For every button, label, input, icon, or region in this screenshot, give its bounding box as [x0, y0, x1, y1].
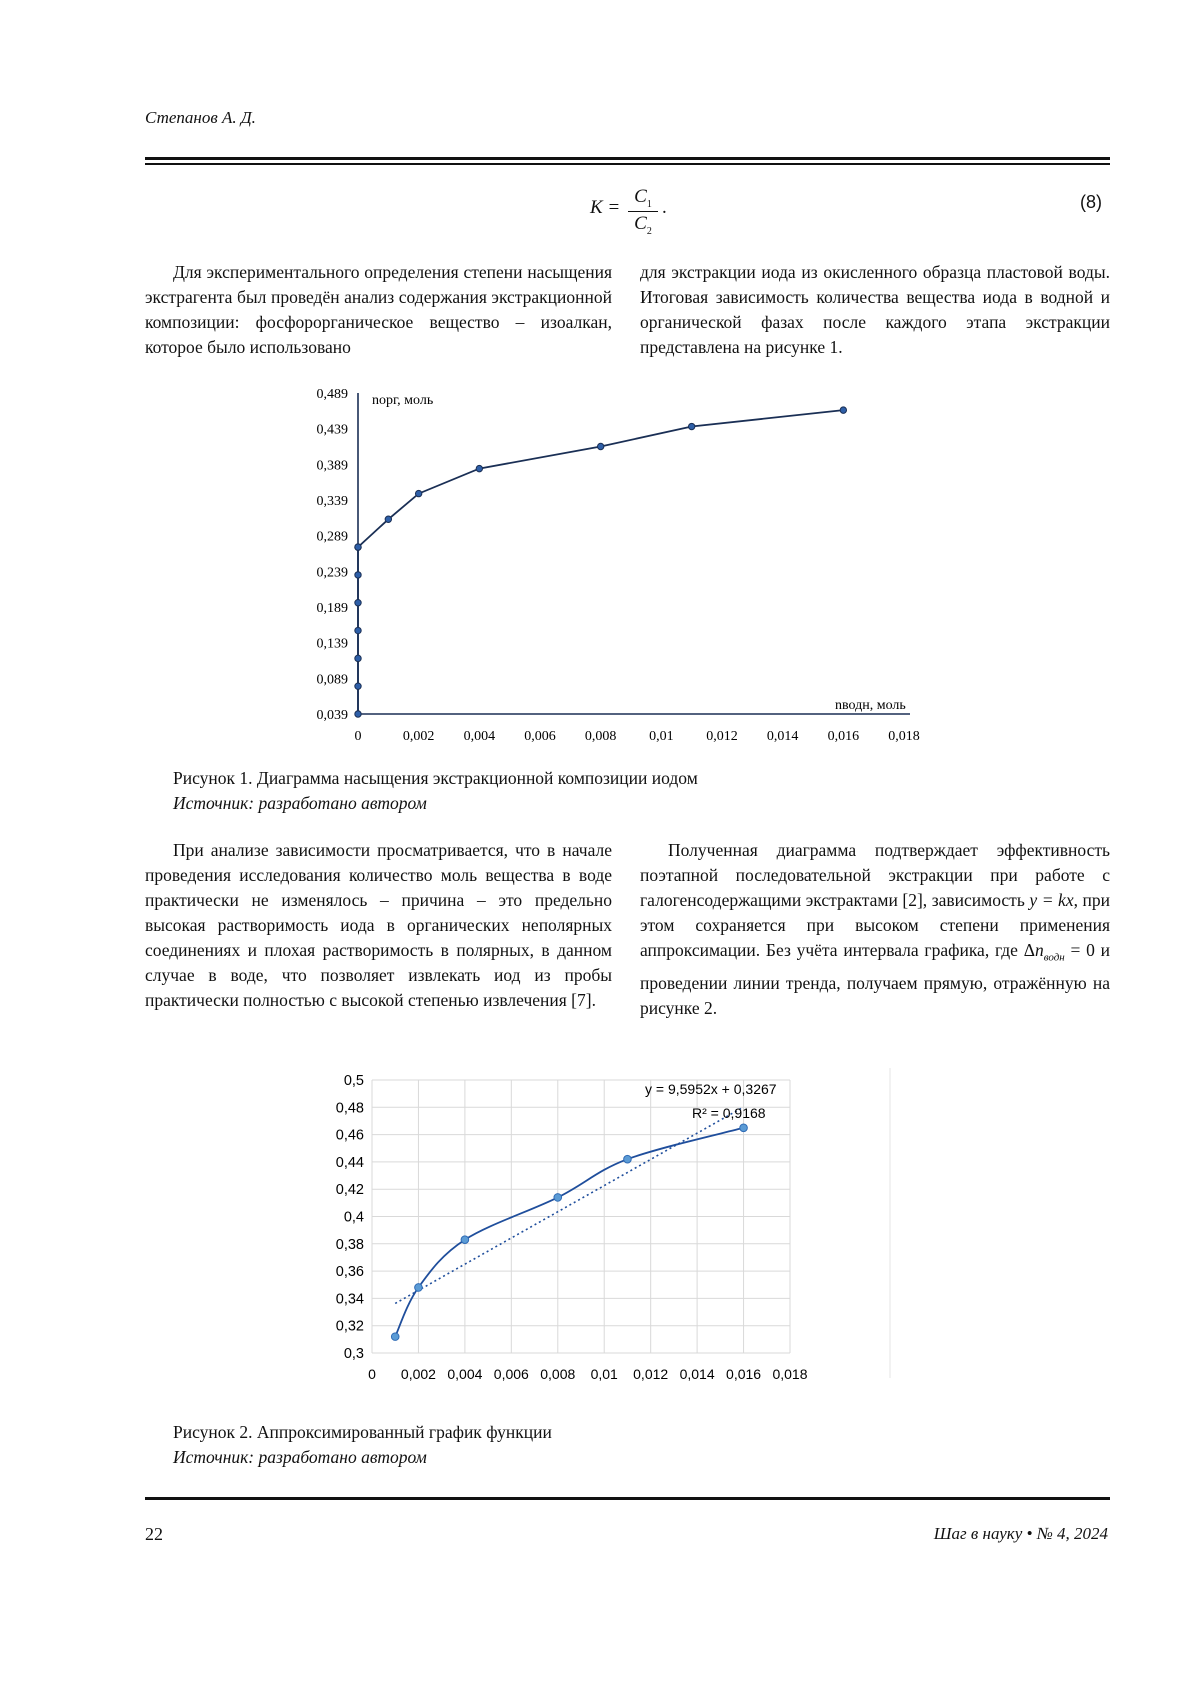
x-tick-label: 0,012 [633, 1366, 669, 1382]
data-point [391, 1333, 399, 1341]
y-tick-label: 0,3 [343, 1346, 364, 1362]
x-tick-label: 0,004 [447, 1366, 483, 1382]
y-tick-label: 0,48 [335, 1100, 364, 1117]
data-point [688, 423, 694, 429]
x-tick-label: 0,002 [400, 1366, 436, 1382]
y-tick-label: 0,489 [316, 387, 348, 402]
figure-1-source: Источник: разработано автором [173, 793, 427, 813]
data-point [355, 683, 361, 689]
figure-2-source: Источник: разработано автором [173, 1447, 427, 1467]
figure-1-points [355, 407, 847, 717]
x-tick-label: 0,002 [402, 729, 435, 744]
x-tick-label: 0,006 [524, 729, 556, 744]
data-point [415, 490, 421, 496]
formula-8 [580, 186, 700, 242]
data-point [355, 655, 361, 661]
paragraph-2-left: При анализе зависимости просматривается, что в начале проведения исследования количество моль вещества в воде практически не изменялось – причина – это предельно высокая растворимость иода в органических неполярных соединениях и плохая растворимость в полярных, в данном случае в воде, что позволяет извлекать иод из пробы практически полностью с высокой степенью извлечения [7]. [145, 840, 612, 1010]
paragraph-2-right: Полученная диаграмма подтверждает эффективность поэтапной последовательной экстракции при работе с галогенсодержащими экстрактами [2], зависимость y = kx, при этом сохраняется при высоком степени применения аппроксимации. Без учёта интервала графика, где $\Delta n_{водн} = 0$ и проведении линии тренда, получаем прямую, отражённую на рисунке 2. [640, 840, 1110, 1018]
x-tick-label: 0,004 [463, 729, 496, 744]
data-point [624, 1155, 632, 1163]
x-tick-label: 0,016 [726, 1366, 762, 1382]
y-tick-label: 0,4 [343, 1209, 364, 1226]
figure-2-title: Рисунок 2. Аппроксимированный график функции [173, 1422, 552, 1442]
x-tick-label: 0,016 [827, 729, 860, 744]
x-tick-label: 0,014 [679, 1366, 715, 1382]
y-tick-label: 0,34 [335, 1291, 364, 1308]
data-point [554, 1194, 562, 1202]
figure-1-x-axis-label: nводн, моль [835, 698, 906, 713]
y-tick-label: 0,039 [316, 708, 348, 723]
figure-1-caption [173, 766, 698, 816]
y-tick-label: 0,339 [316, 494, 348, 509]
figure-2-points [391, 1124, 747, 1340]
x-tick-label: 0,014 [766, 729, 799, 744]
data-point [597, 443, 603, 449]
x-tick-label: 0,006 [493, 1366, 529, 1382]
figure-2-caption [173, 1420, 552, 1470]
trendline-equation: y = 9,5952x + 0,3267 [645, 1081, 777, 1097]
figure-1-y-axis-ticks [317, 387, 349, 723]
x-tick-label: 0,008 [584, 729, 617, 744]
data-point [355, 572, 361, 578]
y-tick-label: 0,38 [335, 1236, 364, 1253]
y-tick-label: 0,46 [335, 1127, 364, 1144]
figure-1-series-line [358, 410, 843, 714]
figure-1-title: Рисунок 1. Диаграмма насыщения экстракционной композиции иодом [173, 768, 698, 788]
data-point [461, 1236, 469, 1244]
x-tick-label: 0 [354, 729, 362, 744]
x-tick-label: 0,018 [772, 1366, 808, 1382]
figure-2-trendline [395, 1107, 743, 1303]
data-point [476, 465, 482, 471]
trendline-r-squared: R² = 0,9168 [692, 1105, 766, 1121]
data-point [740, 1124, 748, 1132]
y-tick-label: 0,289 [316, 529, 348, 545]
paragraph-1-right: для экстракции иода из окисленного образца пластовой воды. Итоговая зависимость количества вещества иода в водной и органической фазах после каждого этапа экстракции представлена на рисунке 1. [640, 262, 1110, 357]
data-point [355, 544, 361, 550]
y-tick-label: 0,36 [335, 1264, 364, 1281]
header-rule-top [145, 157, 1110, 160]
y-tick-label: 0,139 [316, 636, 348, 652]
y-tick-label: 0,32 [335, 1318, 364, 1335]
x-tick-label: 0,018 [888, 729, 920, 744]
figure-1-y-axis-label: nорг, моль [372, 393, 434, 408]
header-rule-bottom [145, 163, 1110, 165]
y-tick-label: 0,389 [316, 458, 348, 474]
equation-number: (8) [1080, 192, 1102, 212]
data-point [355, 711, 361, 717]
y-tick-label: 0,439 [316, 422, 348, 438]
x-tick-label: 0,01 [649, 729, 674, 744]
paragraph-1-left: Для экспериментального определения степени насыщения экстрагента был проведён анализ содержания экстракционной композиции: фосфорорганическое вещество – изоалкан, которое было использовано [145, 262, 612, 357]
y-tick-label: 0,5 [343, 1073, 364, 1089]
figure-2-x-axis-ticks [368, 1366, 808, 1382]
data-point [415, 1284, 423, 1292]
formula-denominator: $C_2$ [634, 213, 652, 237]
formula-tail: . [662, 197, 667, 218]
formula-lhs: K = [590, 197, 621, 218]
running-head-author: Степанов А. Д. [145, 108, 256, 127]
figure-2-series-line [395, 1128, 743, 1337]
data-point [840, 407, 846, 413]
data-point [355, 627, 361, 633]
data-point [385, 516, 391, 522]
figure-1-x-axis-ticks [355, 729, 920, 744]
figure-1-chart [280, 375, 950, 755]
fraction-bar [628, 211, 658, 212]
formula-fraction [628, 186, 658, 237]
figure-2-y-axis-ticks [336, 1073, 364, 1362]
footer-rule [145, 1497, 1110, 1500]
x-tick-label: 0,008 [540, 1366, 576, 1382]
journal-name: Шаг в науку • № 4, 2024 [933, 1524, 1108, 1543]
x-tick-label: 0 [368, 1366, 376, 1382]
y-tick-label: 0,44 [335, 1154, 364, 1171]
y-tick-label: 0,42 [335, 1182, 364, 1199]
y-tick-label: 0,089 [316, 672, 348, 688]
y-tick-label: 0,189 [316, 601, 348, 616]
x-tick-label: 0,01 [590, 1366, 618, 1382]
formula-numerator: $C_1$ [634, 186, 652, 210]
data-point [355, 600, 361, 606]
y-tick-label: 0,239 [316, 565, 348, 581]
figure-2-chart [335, 1068, 900, 1393]
x-tick-label: 0,012 [706, 729, 738, 744]
page-number: 22 [145, 1524, 163, 1544]
